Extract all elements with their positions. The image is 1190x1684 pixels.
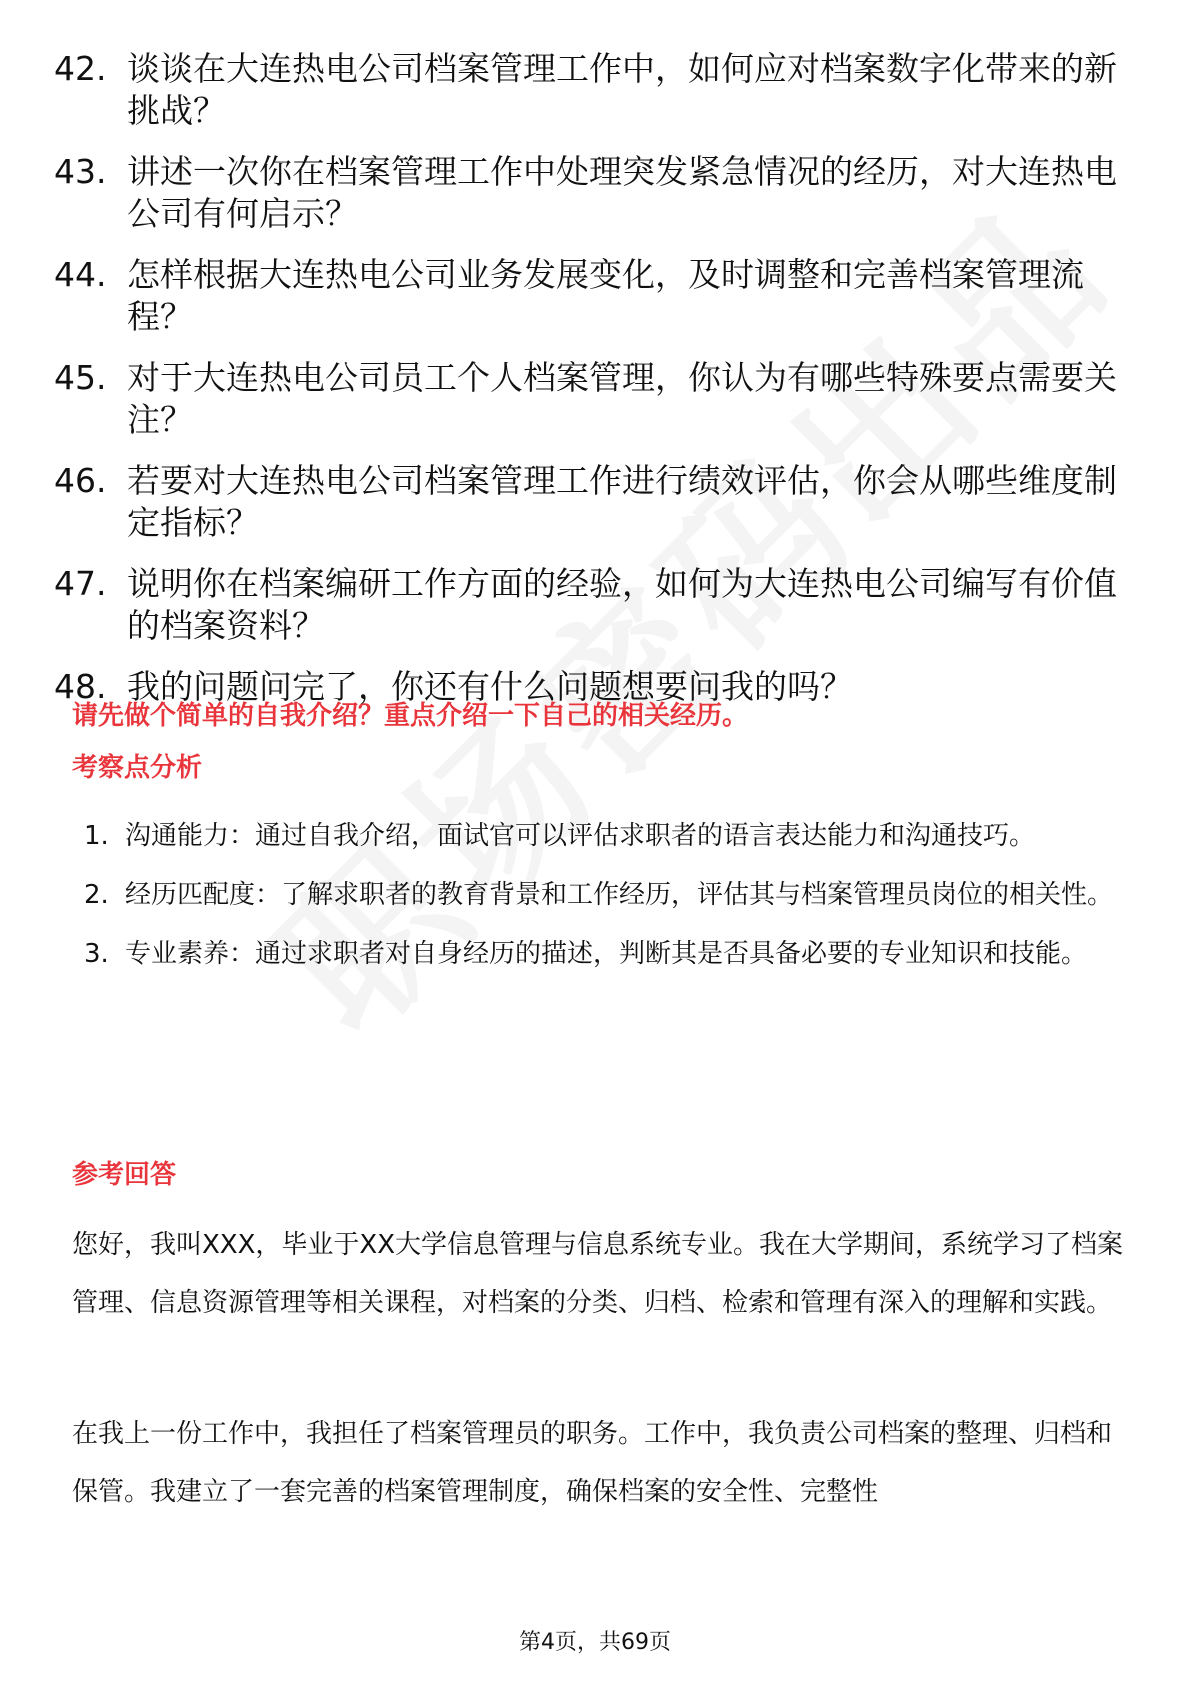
question-number: 43. (54, 152, 107, 191)
analysis-text: 沟通能力：通过自我介绍，面试官可以评估求职者的语言表达能力和沟通技巧。 (125, 821, 1036, 851)
analysis-number: 3. (84, 939, 109, 969)
question-text: 讲述一次你在档案管理工作中处理突发紧急情况的经历，对大连热电公司有何启示？ (127, 152, 1117, 233)
question-number: 48. (54, 667, 107, 706)
list-item (54, 254, 1144, 338)
question-number: 44. (54, 255, 107, 294)
page-footer: 第4页，共69页 (519, 1630, 671, 1655)
question-number: 42. (54, 49, 107, 88)
analysis-number: 1. (84, 821, 109, 851)
analysis-heading: 考察点分析 (72, 753, 203, 783)
answer-heading: 参考回答 (72, 1160, 177, 1190)
answer-paragraph: 在我上一份工作中，我担任了档案管理员的职务。工作中，我负责公司档案的整理、归档和保管。我建立了一套完善的档案管理制度，确保档案的安全性、完整性 (72, 1419, 1113, 1507)
question-text: 若要对大连热电公司档案管理工作进行绩效评估，你会从哪些维度制定指标？ (127, 461, 1117, 542)
question-text: 怎样根据大连热电公司业务发展变化，及时调整和完善档案管理流程？ (127, 255, 1084, 336)
question-text: 谈谈在大连热电公司档案管理工作中，如何应对档案数字化带来的新挑战？ (127, 49, 1117, 130)
question-text: 说明你在档案编研工作方面的经验，如何为大连热电公司编写有价值的档案资料？ (127, 564, 1117, 645)
list-item (84, 867, 1124, 924)
question-text: 我的问题问完了，你还有什么问题想要问我的吗？ (127, 667, 853, 706)
question-text: 对于大连热电公司员工个人档案管理，你认为有哪些特殊要点需要关注？ (127, 358, 1117, 439)
list-item (54, 357, 1144, 441)
interview-question-heading: 请先做个简单的自我介绍？重点介绍一下自己的相关经历。 (72, 701, 749, 731)
analysis-text: 经历匹配度：了解求职者的教育背景和工作经历，评估其与档案管理员岗位的相关性。 (125, 880, 1114, 910)
answer-paragraph: 您好，我叫XXX，毕业于XX大学信息管理与信息系统专业。我在大学期间，系统学习了档案管理、信息资源管理等相关课程，对档案的分类、归档、检索和管理有深入的理解和实践。 (72, 1230, 1124, 1318)
question-number: 46. (54, 461, 107, 500)
analysis-list (84, 808, 1124, 985)
list-item (84, 808, 1124, 865)
analysis-number: 2. (84, 880, 109, 910)
list-item (54, 151, 1144, 235)
list-item (84, 926, 1124, 983)
question-number: 45. (54, 358, 107, 397)
analysis-text: 专业素养：通过求职者对自身经历的描述，判断其是否具备必要的专业知识和技能。 (125, 939, 1088, 969)
list-item (54, 460, 1144, 544)
list-item (54, 48, 1144, 132)
list-item (54, 563, 1144, 647)
question-list (54, 48, 1144, 727)
question-number: 47. (54, 564, 107, 603)
